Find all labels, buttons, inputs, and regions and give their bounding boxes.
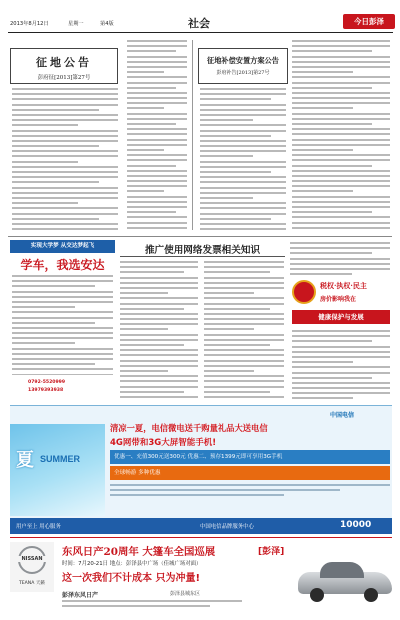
telecom-footer: 用户至上 用心服务 xyxy=(16,524,61,530)
school-slogan: 学车，我选安达 xyxy=(20,258,105,272)
notice-body xyxy=(12,88,118,234)
boiler-tagline: 健康保护与发展 xyxy=(318,313,364,321)
school-phone-2: 13979393938 xyxy=(28,388,64,393)
nissan-fineprint xyxy=(62,600,242,614)
notice2-continued xyxy=(292,40,390,230)
school-body xyxy=(12,275,113,375)
land-notice-1 xyxy=(10,48,123,233)
nissan-brand: NISSAN xyxy=(13,556,51,562)
nissan-model: TEANA 天籁 xyxy=(18,581,46,586)
nissan-time-place: 时间：7月20-21日 地点：彭泽县中广场（佳城广场对面） xyxy=(62,561,202,567)
car-wheel-rear xyxy=(364,588,378,602)
telecom-footer-bar xyxy=(10,518,392,534)
tax-col-2 xyxy=(204,261,284,399)
telecom-line2: 优惠一、充值300元送300元 优惠二、预存1399元即可享用3G手机 xyxy=(114,454,283,460)
telecom-line3: 全球畅游 多种优惠 xyxy=(114,470,161,476)
issue-date: 2013年8月12日 xyxy=(10,21,49,27)
boiler-logo-icon xyxy=(292,280,316,304)
telecom-offer-band-2 xyxy=(110,466,390,480)
page-header xyxy=(8,5,393,35)
telecom-fineprint xyxy=(110,484,390,514)
nissan-ad xyxy=(10,537,392,617)
header-rule xyxy=(8,32,393,33)
notice2-title: 征地补偿安置方案公告 xyxy=(207,56,279,65)
school-banner xyxy=(10,240,115,253)
car-roof xyxy=(320,562,364,578)
nissan-dealer: 彭泽东风日产 xyxy=(62,592,99,599)
telecom-campaign: 清凉一夏，电信微电送千购量礼品大送电信 xyxy=(110,423,268,433)
telecom-line1: 4G网带和3G大屏智能手机! xyxy=(110,438,217,448)
land-notice-2 xyxy=(198,48,286,233)
car-wheel-front xyxy=(310,588,324,602)
notice1-continued xyxy=(127,40,187,230)
tax-article xyxy=(120,240,310,402)
nissan-car-image xyxy=(298,560,392,604)
telecom-ad xyxy=(10,405,392,533)
notice2-doc-number: 彭府补告[2013]第27号 xyxy=(216,70,270,76)
notice-doc-number: 彭府征[2013]第27号 xyxy=(37,75,91,81)
nissan-headline: 东风日产20周年 大篷车全国巡展 xyxy=(62,546,216,558)
nissan-logo-block xyxy=(10,542,54,592)
logo-text: 今日彭泽 xyxy=(354,17,384,26)
column-divider xyxy=(192,40,193,230)
tax-title-rule xyxy=(120,256,285,257)
summer-sub-text: SUMMER xyxy=(40,454,80,464)
telecom-summer-visual xyxy=(10,424,105,516)
school-banner-text: 实现大学梦 从交达梦起飞 xyxy=(30,243,95,249)
issue-weekday: 星期一 xyxy=(68,21,84,27)
notice2-body xyxy=(200,88,286,234)
right-article-2 xyxy=(292,330,390,402)
notice-title-box xyxy=(10,48,118,84)
telecom-hotline: 10000 xyxy=(340,520,372,530)
boiler-tagline-box xyxy=(292,310,390,324)
boiler-title: 税权·执权·民主 xyxy=(320,281,367,290)
telecom-brand: 中国电信 xyxy=(330,412,355,419)
section-title: 社会 xyxy=(188,17,210,30)
issue-edition: 第4版 xyxy=(100,21,114,27)
school-phone-1: 0792-5520999 xyxy=(28,380,66,385)
tax-article-title: 推广使用网络发票相关知识 xyxy=(144,245,261,256)
notice-title: 征地公告 xyxy=(36,56,92,69)
tax-col-1 xyxy=(120,261,198,399)
nissan-address: 彭泽县城东区 xyxy=(170,591,201,597)
nissan-promo: 这一次我们不计成本 只为冲量! xyxy=(62,573,201,584)
right-article xyxy=(290,242,390,276)
nissan-tag: [彭泽] xyxy=(258,547,285,557)
masthead-logo xyxy=(343,14,395,29)
boiler-sub: 房价影响我在 xyxy=(320,296,357,303)
telecom-footer-2: 中国电信品牌服务中心 xyxy=(200,524,254,530)
summer-text: 夏 xyxy=(16,450,34,471)
section-rule xyxy=(8,236,392,237)
telecom-offer-band xyxy=(110,450,390,464)
boiler-ad xyxy=(292,278,390,326)
driving-school-ad xyxy=(10,240,115,402)
notice2-title-box xyxy=(198,48,288,84)
